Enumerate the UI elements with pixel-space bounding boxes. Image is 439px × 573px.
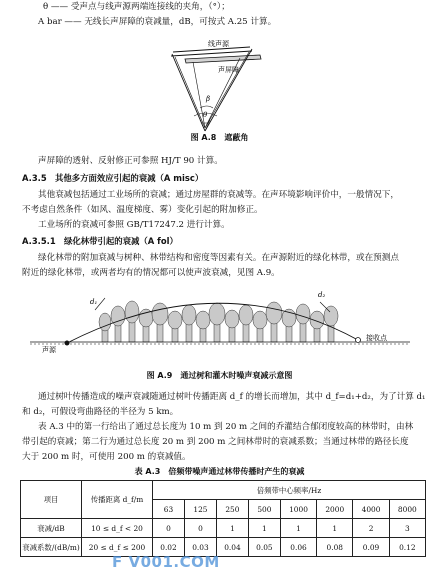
row-distance: 20 ≤ d_f ≤ 200 <box>82 538 153 557</box>
figure-a9-caption: 图 A.9 通过树和灌木时噪声衰减示意图 <box>146 371 293 380</box>
value-cell: 1 <box>248 519 280 538</box>
value-cell: 0.08 <box>317 538 353 557</box>
table-row <box>21 538 426 557</box>
beta-label: β <box>206 95 211 103</box>
watermark: F V001.COM <box>112 553 220 571</box>
value-cell: 0.09 <box>353 538 389 557</box>
value-cell: 1 <box>216 519 248 538</box>
freq-cell: 4000 <box>353 500 389 519</box>
value-cell: 3 <box>389 519 425 538</box>
d1-label: d₁ <box>90 298 98 306</box>
value-cell: 1 <box>317 519 353 538</box>
section-a351-heading: A.3.5.1 绿化林带引起的衰减（A fol） <box>22 236 178 246</box>
theta-definition: θ —— 受声点与线声源两端连接线的夹角，（°）； <box>43 2 230 12</box>
barrier-label: 声屏障 <box>218 66 239 74</box>
figure-a8-caption: 图 A.8 遮蔽角 <box>190 133 249 142</box>
line-source-label: 线声源 <box>208 40 229 48</box>
freq-cell: 2000 <box>317 500 353 519</box>
freq-cell: 500 <box>248 500 280 519</box>
value-cell: 0.03 <box>184 538 216 557</box>
header-distance: 传播距离 d_f/m <box>82 481 153 519</box>
row-item: 衰减/dB <box>21 519 82 538</box>
attenuation-table <box>20 480 426 557</box>
paragraph-barrier-correction: 声屏障的透射、反射修正可参照 HJ/T 90 计算。 <box>38 156 223 166</box>
table-row <box>21 519 426 538</box>
section-a35-heading: A.3.5 其他多方面效应引起的衰减（A misc） <box>22 173 204 183</box>
freq-cell: 125 <box>184 500 216 519</box>
paragraph-forest-belt-1: 绿化林带的附加衰减与树种、林带结构和密度等因素有关。在声源附近的绿化林带，或在预测点 <box>38 253 399 263</box>
abar-definition: A bar —— 无线长声屏障的衰减量，dB，可按式 A.25 计算。 <box>38 17 277 27</box>
receiver-label: 接收点 <box>366 334 387 342</box>
d2-label: d₂ <box>318 291 326 299</box>
table-a3-caption: 表 A.3 倍频带噪声通过林带传播时产生的衰减 <box>134 467 305 476</box>
paragraph-table-desc-1: 表 A.3 中的第一行给出了通过总长度为 10 m 到 20 m 之间的乔灌结合郁闭度较高的林带时，由林 <box>38 422 414 432</box>
header-item: 项目 <box>21 481 82 519</box>
value-cell: 0.02 <box>153 538 185 557</box>
theta-label: θ <box>203 111 208 119</box>
paragraph-table-desc-2: 带引起的衰减；第二行为通过总长度 20 m 到 200 m 之间林带时的衰减系数；当通过林带的路径长度 <box>22 437 409 447</box>
freq-cell: 250 <box>216 500 248 519</box>
header-frequency: 倍频带中心频率/Hz <box>153 481 426 500</box>
paragraph-table-desc-3: 大于 200 m 时，可使用 200 m 的衰减值。 <box>22 452 191 462</box>
freq-cell: 63 <box>153 500 185 519</box>
value-cell: 0 <box>184 519 216 538</box>
value-cell: 0.04 <box>216 538 248 557</box>
value-cell: 0 <box>153 519 185 538</box>
freq-cell: 1000 <box>280 500 316 519</box>
row-item: 衰减系数/(dB/m) <box>21 538 82 557</box>
figure-a9 <box>20 280 420 375</box>
value-cell: 0.05 <box>248 538 280 557</box>
sound-source-label: 声源 <box>42 346 56 354</box>
value-cell: 1 <box>280 519 316 538</box>
paragraph-industrial-site: 工业场所的衰减可参照 GB/T17247.2 进行计算。 <box>38 220 230 230</box>
value-cell: 2 <box>353 519 389 538</box>
table-header-row <box>21 481 426 500</box>
paragraph-other-attenuation-2: 不考虑自然条件（如风、温度梯度、雾）变化引起的附加修正。 <box>22 205 263 215</box>
value-cell: 0.12 <box>389 538 425 557</box>
paragraph-foliage-2: 和 d₂，可假设弯曲路径的半径为 5 km。 <box>22 407 179 417</box>
row-distance: 10 ≤ d_f < 20 <box>82 519 153 538</box>
paragraph-foliage-1: 通过树叶传播造成的噪声衰减随通过树叶传播距离 d_f 的增长而增加，其中 d_f=d₁+d₂，为了计算 d₁ <box>38 392 426 402</box>
figure-a8 <box>160 38 290 138</box>
value-cell: 0.06 <box>280 538 316 557</box>
paragraph-other-attenuation-1: 其他衰减包括通过工业场所的衰减；通过房屋群的衰减等。在声环境影响评价中，一般情况下， <box>38 190 399 200</box>
freq-cell: 8000 <box>389 500 425 519</box>
paragraph-forest-belt-2: 附近的绿化林带，或两者均有的情况都可以使声波衰减，见图 A.9。 <box>22 268 280 278</box>
